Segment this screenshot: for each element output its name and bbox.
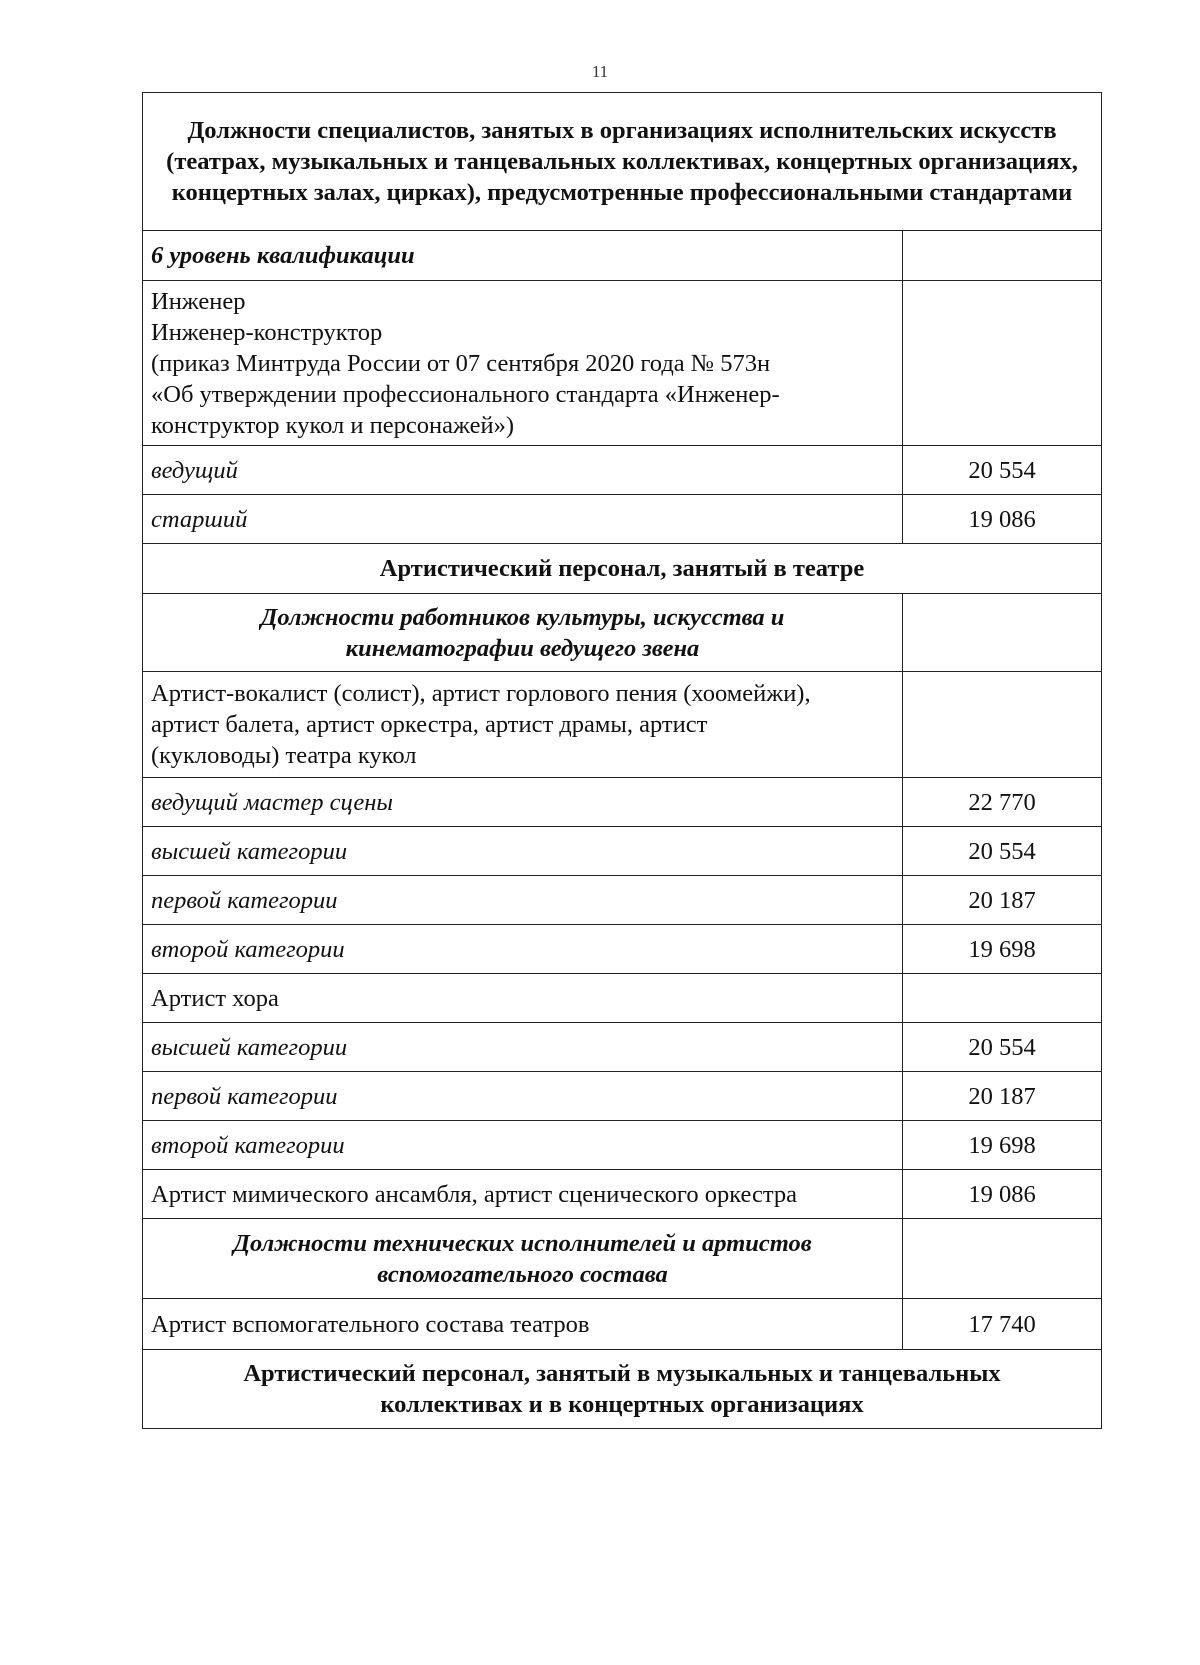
subsection-line: Должности работников культуры, искусства и bbox=[260, 603, 785, 631]
row-label: Артист вспомогательного состава театров bbox=[143, 1299, 903, 1350]
salary-value: 19 698 bbox=[903, 1121, 1102, 1170]
empty-cell bbox=[903, 231, 1102, 281]
section-heading-theatre: Артистический персонал, занятый в театре bbox=[143, 544, 1102, 594]
salary-table bbox=[142, 92, 1102, 1429]
salary-value: 22 770 bbox=[903, 778, 1102, 827]
subsection-line: Должности технических исполнителей и артистов bbox=[233, 1229, 812, 1257]
table-row bbox=[143, 974, 1102, 1023]
row-label: старший bbox=[143, 495, 903, 544]
engineer-line: Инженер-конструктор bbox=[151, 318, 383, 346]
salary-value: 20 554 bbox=[903, 827, 1102, 876]
subsection-heading-lead bbox=[143, 594, 903, 672]
engineer-positions bbox=[143, 281, 903, 446]
salary-value: 20 187 bbox=[903, 876, 1102, 925]
empty-cell bbox=[903, 672, 1102, 778]
empty-cell bbox=[903, 1219, 1102, 1299]
table-row bbox=[143, 827, 1102, 876]
section-heading-music bbox=[143, 1350, 1102, 1429]
artist-line: (кукловоды) театра кукол bbox=[151, 742, 417, 769]
table-title: Должности специалистов, занятых в организациях исполнительских искусств (театрах, музыкальных и танцевальных коллективах, концертных организациях, концертных залах, цирках), предусмотренные профессиональными стандартами bbox=[143, 93, 1102, 231]
table-row bbox=[143, 1219, 1102, 1299]
table-row bbox=[143, 495, 1102, 544]
table-row bbox=[143, 281, 1102, 446]
choir-position: Артист хора bbox=[143, 974, 903, 1023]
table-row bbox=[143, 1121, 1102, 1170]
engineer-line: (приказ Минтруда России от 07 сентября 2020 года № 573н bbox=[151, 349, 771, 377]
engineer-line: Инженер bbox=[151, 287, 246, 315]
salary-value: 17 740 bbox=[903, 1299, 1102, 1350]
empty-cell bbox=[903, 281, 1102, 446]
subsection-heading-tech bbox=[143, 1219, 903, 1299]
row-label: ведущий bbox=[143, 446, 903, 495]
table-title-row bbox=[143, 93, 1102, 231]
artist-line: артист балета, артист оркестра, артист драмы, артист bbox=[151, 711, 708, 738]
table-row bbox=[143, 1170, 1102, 1219]
table-row bbox=[143, 1023, 1102, 1072]
row-label: ведущий мастер сцены bbox=[143, 778, 903, 827]
table-row bbox=[143, 594, 1102, 672]
section-line: коллективах и в концертных организациях bbox=[380, 1391, 864, 1418]
row-label: второй категории bbox=[143, 1121, 903, 1170]
row-label: Артист мимического ансамбля, артист сценического оркестра bbox=[143, 1170, 903, 1219]
salary-value: 19 086 bbox=[903, 1170, 1102, 1219]
row-label: первой категории bbox=[143, 1072, 903, 1121]
table-row bbox=[143, 446, 1102, 495]
salary-value: 19 086 bbox=[903, 495, 1102, 544]
table-row bbox=[143, 925, 1102, 974]
qualification-level-heading: 6 уровень квалификации bbox=[143, 231, 903, 281]
table-section-row bbox=[143, 1350, 1102, 1429]
subsection-line: вспомогательного состава bbox=[377, 1260, 668, 1288]
salary-value: 19 698 bbox=[903, 925, 1102, 974]
table-row bbox=[143, 778, 1102, 827]
row-label: высшей категории bbox=[143, 827, 903, 876]
row-label: высшей категории bbox=[143, 1023, 903, 1072]
table-row bbox=[143, 876, 1102, 925]
table-row bbox=[143, 672, 1102, 778]
empty-cell bbox=[903, 974, 1102, 1023]
table-row bbox=[143, 231, 1102, 281]
page-number: 11 bbox=[591, 62, 609, 81]
subsection-line: кинематографии ведущего звена bbox=[345, 634, 700, 662]
engineer-line: «Об утверждении профессионального стандарта «Инженер- bbox=[151, 380, 780, 408]
artist-line: Артист-вокалист (солист), артист горлового пения (хоомейжи), bbox=[151, 680, 811, 707]
artist-positions bbox=[143, 672, 903, 778]
table-row bbox=[143, 1299, 1102, 1350]
salary-value: 20 554 bbox=[903, 446, 1102, 495]
table-row bbox=[143, 1072, 1102, 1121]
salary-value: 20 187 bbox=[903, 1072, 1102, 1121]
empty-cell bbox=[903, 594, 1102, 672]
table-section-row bbox=[143, 544, 1102, 594]
engineer-line: конструктор кукол и персонажей») bbox=[151, 411, 514, 439]
salary-value: 20 554 bbox=[903, 1023, 1102, 1072]
row-label: второй категории bbox=[143, 925, 903, 974]
row-label: первой категории bbox=[143, 876, 903, 925]
section-line: Артистический персонал, занятый в музыкальных и танцевальных bbox=[243, 1360, 1001, 1387]
